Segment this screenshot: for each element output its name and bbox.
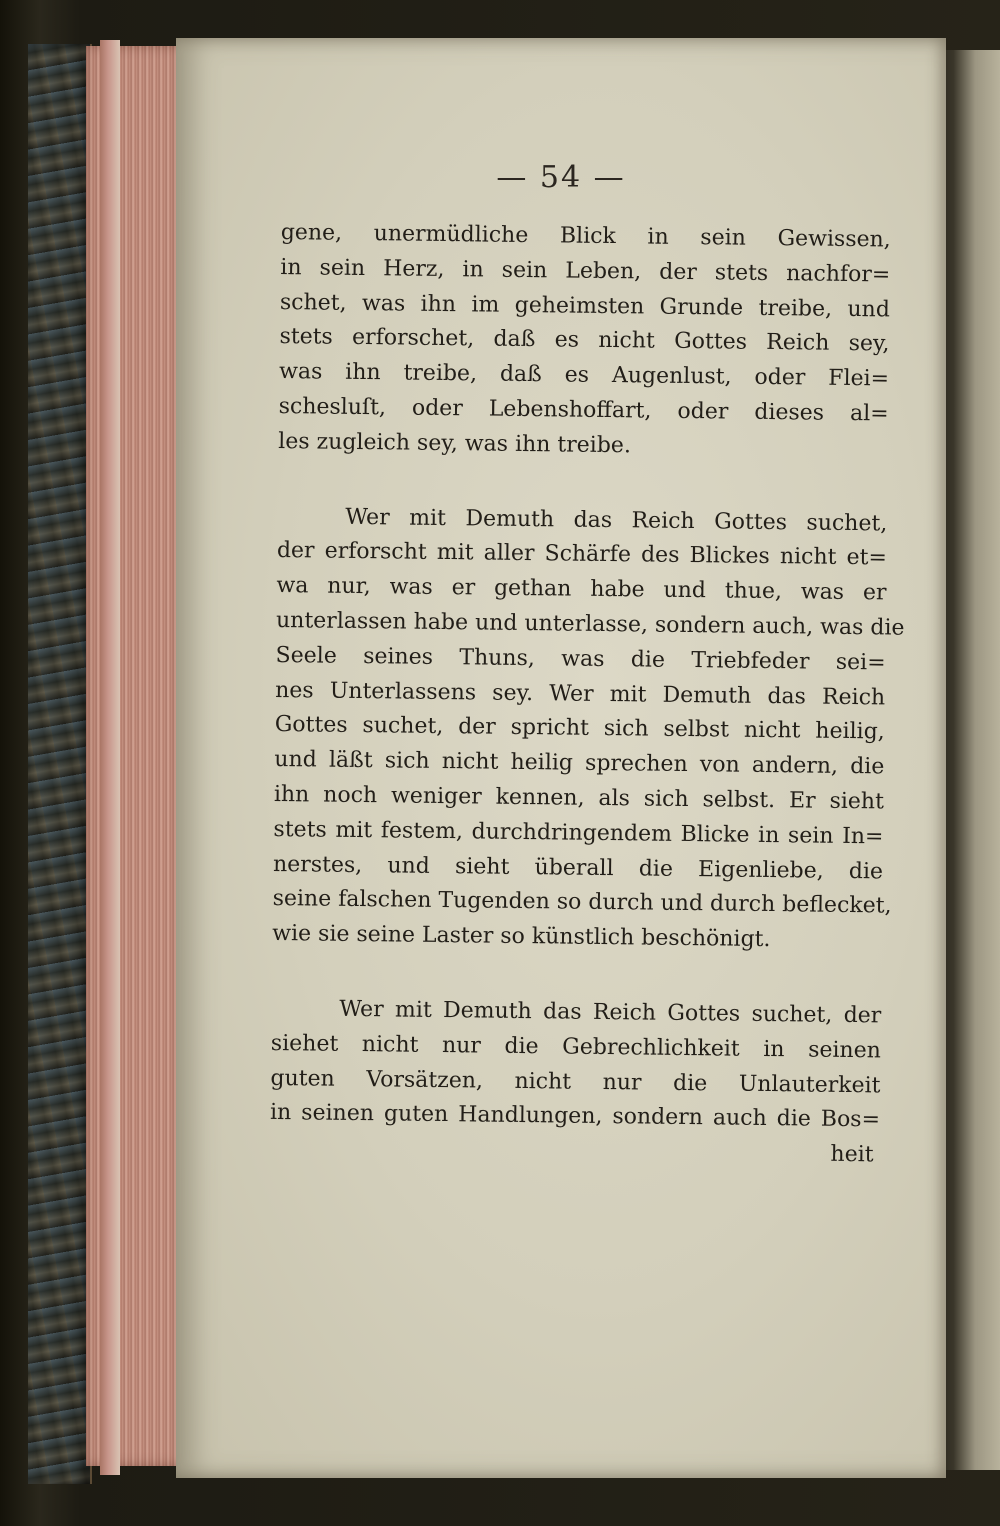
text-line: der erforscht mit aller Schärfe des Blickes nicht et=	[276, 538, 888, 571]
book-page	[176, 38, 946, 1478]
text-line: stets erforschet, daß es nicht Gottes Reich sey,	[279, 324, 890, 357]
text-line: ihn noch weniger kennen, als sich selbst. Er sieht	[273, 781, 885, 815]
text-line: Seele seines Thuns, was die Triebfeder sei=	[275, 642, 886, 676]
paragraph-1	[278, 216, 891, 467]
text-line: Wer mit Demuth das Reich Gottes suchet, der	[339, 996, 882, 1029]
text-line: was ihn treibe, daß es Augenlust, oder Flei=	[278, 359, 890, 392]
text-line: wa nur, was er gethan habe und thue, was er	[276, 573, 887, 606]
text-line: seine falschen Tugenden so durch und durch beflecket,	[272, 886, 892, 919]
facing-page-edge	[938, 50, 1000, 1470]
text-line: Gottes suchet, der spricht sich selbst nicht heilig,	[274, 712, 885, 745]
catchword: heit	[830, 1141, 874, 1168]
text-line: schet, was ihn im geheimsten Grunde treibe, und	[279, 289, 891, 323]
text-line: nes Unterlassens sey. Wer mit Demuth das Reich	[275, 677, 886, 710]
text-line: siehet nicht nur die Gebrechlichkeit in seinen	[270, 1030, 882, 1064]
marbled-book-cover	[28, 44, 92, 1484]
text-line: unterlassen habe und unterlasse, sondern auch, was die	[275, 607, 905, 641]
text-line: nerstes, und sieht überall die Eigenliebe, die	[272, 851, 884, 884]
text-line: wie sie seine Laster so künstlich beschönigt.	[272, 921, 771, 953]
paragraph-2	[272, 500, 905, 960]
page-number: — 54 —	[496, 160, 626, 195]
text-line: in seinen guten Handlungen, sondern auch die Bos=	[269, 1100, 881, 1133]
page-edge-inner	[100, 40, 120, 1475]
text-line: in sein Herz, in sein Leben, der stets nachfor=	[280, 254, 891, 288]
text-line: Wer mit Demuth das Reich Gottes suchet,	[345, 504, 888, 537]
page-text	[269, 216, 905, 1173]
text-line: schesluſt, oder Lebenshoffart, oder dieses al=	[278, 393, 889, 427]
text-line: und läßt sich nicht heilig sprechen von andern, die	[274, 747, 885, 780]
text-line: gene, unermüdliche Blick in sein Gewissen,	[280, 219, 891, 253]
text-line: les zugleich sey, was ihn treibe.	[278, 428, 632, 459]
paragraph-3	[270, 992, 882, 1139]
text-line: guten Vorsätzen, nicht nur die Unlauterkeit	[270, 1065, 881, 1098]
text-line: stets mit festem, durchdringendem Blicke in sein In=	[273, 816, 884, 850]
